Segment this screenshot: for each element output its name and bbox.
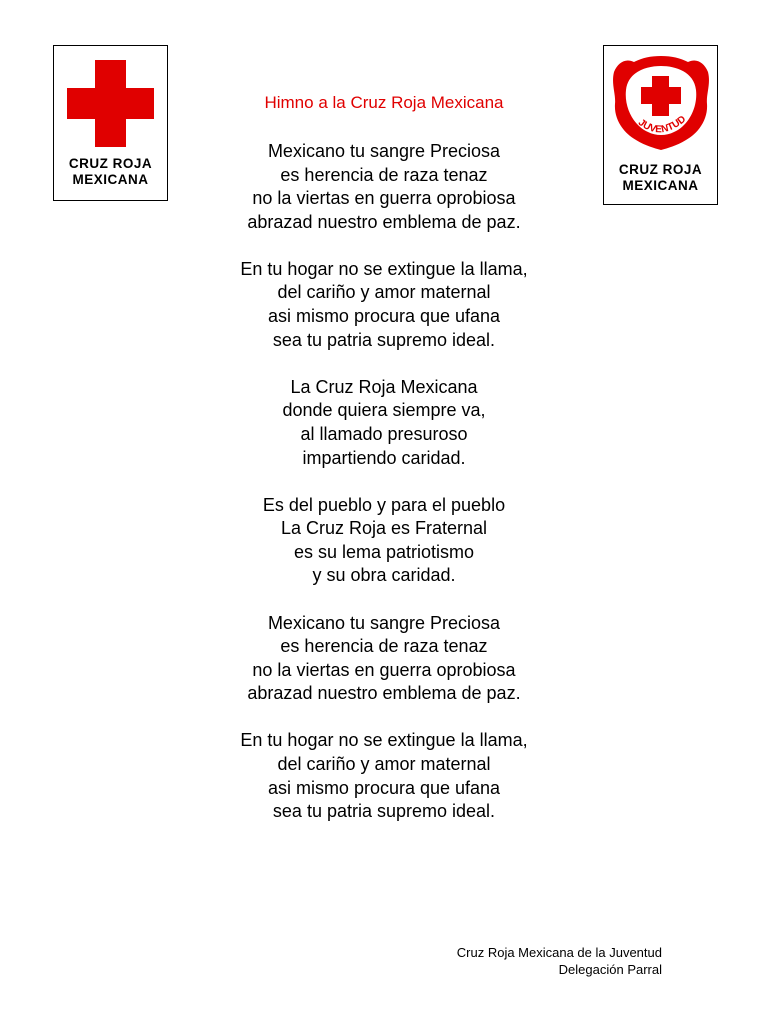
lyric-line: Mexicano tu sangre Preciosa <box>267 612 501 633</box>
lyric-line: asi mismo procura que ufana <box>267 777 501 798</box>
lyric-line: En tu hogar no se extingue la llama, <box>240 730 528 751</box>
stanza <box>0 494 768 588</box>
lyric-line: donde quiera siempre va, <box>282 400 486 421</box>
logo-left-line1: CRUZ ROJA <box>68 156 153 171</box>
lyric-line: abrazad nuestro emblema de paz. <box>247 683 521 704</box>
stanza <box>0 729 768 823</box>
lyric-line: abrazad nuestro emblema de paz. <box>247 211 521 232</box>
stanza <box>0 376 768 470</box>
hymn-title: Himno a la Cruz Roja Mexicana <box>264 93 504 112</box>
lyric-line: no la viertas en guerra oprobiosa <box>252 188 516 209</box>
hymn-lyrics <box>0 140 768 847</box>
lyric-line: es herencia de raza tenaz <box>280 164 488 185</box>
juventud-badge-text: JUVENTUD <box>636 113 689 136</box>
lyric-line: no la viertas en guerra oprobiosa <box>252 659 516 680</box>
lyric-line: asi mismo procura que ufana <box>267 306 501 327</box>
lyric-line: es su lema patriotismo <box>293 541 475 562</box>
stanza <box>0 140 768 234</box>
footer-delegation: Delegación Parral <box>558 962 662 977</box>
lyric-line: del cariño y amor maternal <box>277 753 491 774</box>
lyric-line: es herencia de raza tenaz <box>280 636 488 657</box>
lyric-line: y su obra caridad. <box>312 565 456 586</box>
lyric-line: En tu hogar no se extingue la llama, <box>240 258 528 279</box>
lyric-line: al llamado presuroso <box>300 423 468 444</box>
lyric-line: impartiendo caridad. <box>302 447 466 468</box>
logo-right-line2: MEXICANA <box>622 178 699 193</box>
logo-left-line2: MEXICANA <box>72 172 149 187</box>
lyric-line: Mexicano tu sangre Preciosa <box>267 141 501 161</box>
lyric-line: La Cruz Roja Mexicana <box>290 376 478 397</box>
footer-organization: Cruz Roja Mexicana de la Juventud <box>456 945 662 960</box>
logo-right-line1: CRUZ ROJA <box>618 162 703 177</box>
lyric-line: sea tu patria supremo ideal. <box>272 801 496 822</box>
stanza <box>0 612 768 706</box>
lyric-line: del cariño y amor maternal <box>277 282 491 303</box>
lyric-line: La Cruz Roja es Fraternal <box>280 518 488 539</box>
lyric-line: sea tu patria supremo ideal. <box>272 329 496 350</box>
lyric-line: Es del pueblo y para el pueblo <box>262 494 506 515</box>
footer-credit <box>457 944 662 978</box>
stanza <box>0 258 768 352</box>
